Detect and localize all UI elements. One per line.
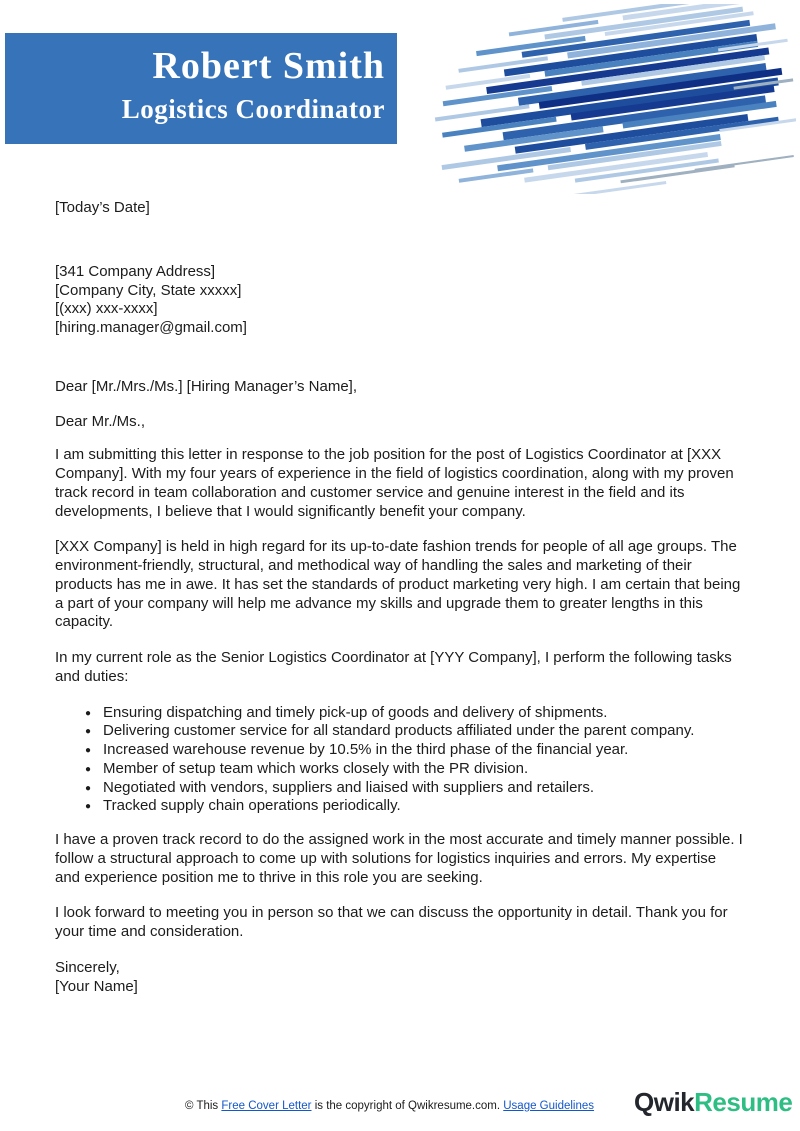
address-block <box>55 263 745 338</box>
logo-resume-text: Resume <box>694 1087 793 1117</box>
paragraph-intro: I am submitting this letter in response to the job position for the post of Logistics Coordinator at [XXX Company]. With my four years of experience in the field of logistics coordination, along with my proven track record in team collaboration and customer service and genuine interest in the field and its developments, I believe that I would significantly benefit your company. <box>55 446 734 520</box>
address-line: [Company City, State xxxxx] <box>55 281 242 299</box>
logo-qwik-text: Qwik <box>634 1087 695 1117</box>
cover-letter-body <box>0 199 800 996</box>
salutation-short: Dear Mr./Ms., <box>55 412 146 430</box>
bullet-item: ● Delivering customer service for all standard products affiliated under the parent company. <box>103 722 745 741</box>
closing-salutation: Sincerely, <box>55 958 120 976</box>
bullet-item: ● Tracked supply chain operations periodically. <box>103 797 745 816</box>
abstract-streaks-graphic <box>424 4 796 194</box>
signature-placeholder: [Your Name] <box>55 977 138 995</box>
paragraph-track-record: I have a proven track record to do the assigned work in the most accurate and timely manner possible. I follow a structural approach to come up with solutions for logistics inquiries and errors. My expertise and experience position me to thrive in this role you are seeking. <box>55 831 743 886</box>
person-name: Robert Smith <box>152 45 385 87</box>
address-line: [(xxx) xxx-xxxx] <box>55 300 158 318</box>
qwikresume-logo[interactable] <box>634 1087 792 1118</box>
paragraph-thanks: I look forward to meeting you in person so that we can discuss the opportunity in detail. Thank you for your time and consideration. <box>55 904 728 940</box>
duties-list <box>55 704 745 817</box>
date-placeholder: [Today’s Date] <box>55 199 150 216</box>
bullet-item: ● Member of setup team which works closely with the PR division. <box>103 760 745 779</box>
usage-guidelines-link[interactable]: Usage Guidelines <box>503 1100 595 1112</box>
paragraph-duties-intro: In my current role as the Senior Logistics Coordinator at [YYY Company], I perform the following tasks and duties: <box>55 649 732 685</box>
copyright-prefix: © This <box>185 1100 222 1112</box>
bullet-item: ● Ensuring dispatching and timely pick-up of goods and delivery of shipments. <box>103 704 745 723</box>
salutation-full: Dear [Mr./Mrs./Ms.] [Hiring Manager’s Name], <box>55 377 358 395</box>
free-cover-letter-link[interactable]: Free Cover Letter <box>221 1100 312 1112</box>
bullet-item: ● Increased warehouse revenue by 10.5% in the third phase of the financial year. <box>103 741 745 760</box>
bullet-item: ● Negotiated with vendors, suppliers and liaised with suppliers and retailers. <box>103 779 745 798</box>
address-line: [hiring.manager@gmail.com] <box>55 319 247 336</box>
copyright-text <box>185 1100 594 1112</box>
address-line: [341 Company Address] <box>55 262 216 280</box>
person-job-title: Logistics Coordinator <box>121 94 385 124</box>
header-banner <box>5 33 397 144</box>
paragraph-company-praise: [XXX Company] is held in high regard for its up-to-date fashion trends for people of all age groups. The environment-friendly, structural, and methodical way of handling the sales and marketing of their products has me in awe. It has set the standards of product marketing very high. I am certain that being a part of your company will help me advance my skills and upgrade them to greater lengths in this capacity. <box>55 538 741 631</box>
copyright-middle: is the copyright of Qwikresume.com. <box>311 1100 504 1112</box>
closing-block <box>55 959 745 997</box>
